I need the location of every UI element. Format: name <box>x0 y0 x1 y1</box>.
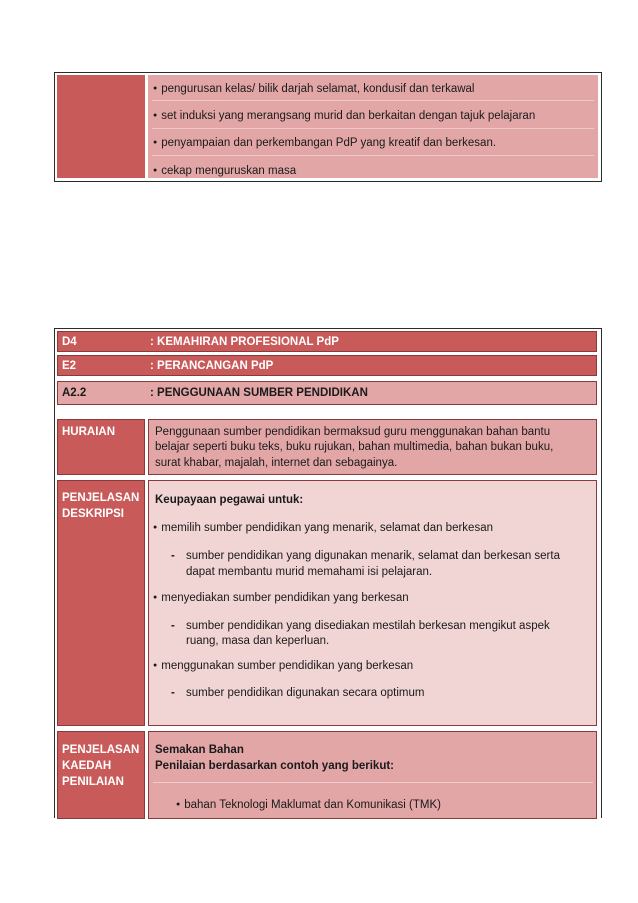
top-table <box>54 72 602 182</box>
kaedah-label-1: PENJELASAN <box>62 744 140 756</box>
deskripsi-dash-2: - <box>171 620 175 632</box>
kaedah-title-1: Semakan Bahan <box>155 744 244 756</box>
kaedah-title-2: Penilaian berdasarkan contoh yang berikut: <box>155 760 395 772</box>
kaedah-label-3: PENILAIAN <box>62 776 124 788</box>
deskripsi-detail-3a: sumber pendidikan digunakan secara optimum <box>186 687 425 699</box>
deskripsi-item-2: ● menyediakan sumber pendidikan yang berkesan <box>153 592 409 604</box>
huraian-line-1: Penggunaan sumber pendidikan bermaksud guru menggunakan bahan bantu <box>155 426 551 438</box>
header-code-e2: E2 <box>62 360 77 372</box>
kaedah-label-2: KAEDAH <box>62 760 112 772</box>
kaedah-bullet: ● bahan Teknologi Maklumat dan Komunikasi (TMK) <box>176 799 441 811</box>
top-bullet-2: ● set induksi yang merangsang murid dan berkaitan dengan tajuk pelajaran <box>153 110 535 122</box>
main-table <box>54 328 602 818</box>
header-code-d4: D4 <box>62 336 77 348</box>
deskripsi-item-1: ● memilih sumber pendidikan yang menarik, selamat dan berkesan <box>153 522 493 534</box>
header-row-e2 <box>57 355 597 376</box>
deskripsi-detail-2b: ruang, masa dan keperluan. <box>186 635 330 647</box>
deskripsi-detail-1a: sumber pendidikan yang digunakan menarik, selamat dan berkesan serta <box>186 550 560 562</box>
deskripsi-dash-3: - <box>171 687 175 699</box>
top-bullet-3: ● penyampaian dan perkembangan PdP yang kreatif dan berkesan. <box>153 137 496 149</box>
deskripsi-detail-1b: dapat membantu murid memahami isi pelajaran. <box>186 566 433 578</box>
top-table-left-cell <box>57 75 145 178</box>
deskripsi-label-2: DESKRIPSI <box>62 508 124 520</box>
huraian-label: HURAIAN <box>62 426 116 438</box>
huraian-line-2: belajar seperti buku teks, buku rujukan, bahan multimedia, bahan bukan buku, <box>155 441 554 453</box>
huraian-line-3: surat khabar, majalah, internet dan sebagainya. <box>155 457 398 469</box>
header-title-e2: : PERANCANGAN PdP <box>150 360 274 372</box>
header-title-d4: : KEMAHIRAN PROFESIONAL PdP <box>150 336 339 348</box>
header-code-a22: A2.2 <box>62 387 87 399</box>
top-bullet-4: ● cekap menguruskan masa <box>153 165 296 177</box>
deskripsi-intro: Keupayaan pegawai untuk: <box>155 494 304 506</box>
deskripsi-detail-2a: sumber pendidikan yang disediakan mestilah berkesan mengikut aspek <box>186 620 550 632</box>
deskripsi-label-1: PENJELASAN <box>62 492 140 504</box>
top-bullet-1: ● pengurusan kelas/ bilik darjah selamat, kondusif dan terkawal <box>153 83 474 95</box>
deskripsi-item-3: ● menggunakan sumber pendidikan yang berkesan <box>153 660 413 672</box>
header-title-a22: : PENGGUNAAN SUMBER PENDIDIKAN <box>150 387 368 399</box>
deskripsi-dash-1: - <box>171 550 175 562</box>
